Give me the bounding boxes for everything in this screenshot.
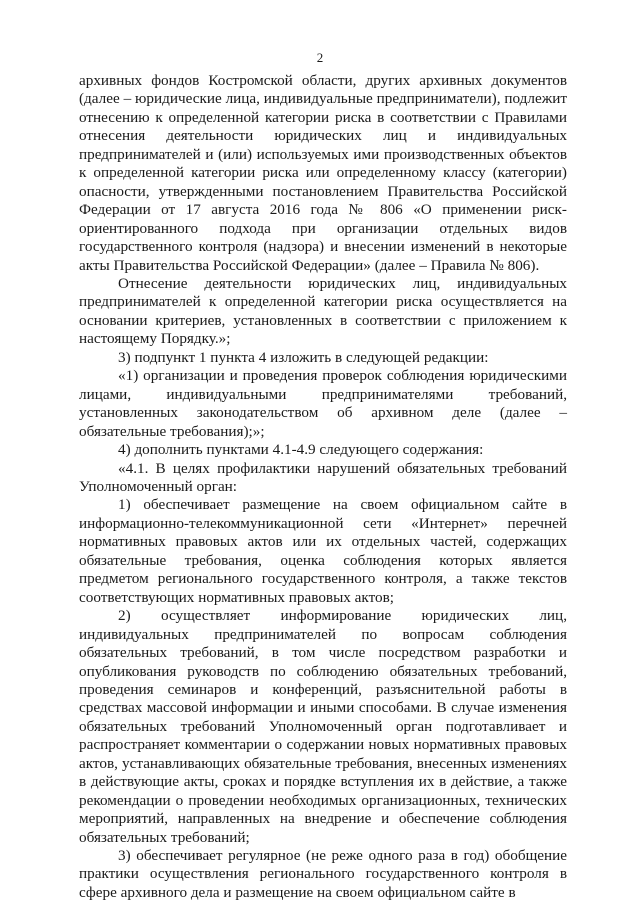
document-body [79, 72, 567, 902]
paragraph-point-4-1: «4.1. В целях профилактики нарушений обязательных требований Уполномоченный орган: [79, 459, 567, 495]
paragraph-continuation: архивных фондов Костромской области, других архивных документов (далее – юридические лица, индивидуальные предприниматели), подлежит отнесению к определенной категории риска в соответствии с Правилами отнесения деятельности юридических лиц и индивидуальных предпринимателей и (или) используемых ими производственных объектов к определенной категории риска или определенному классу (категории) опасности, утвержденными постановлением Правительства Российской Федерации от 17 августа 2016 года № 806 «О применении риск-ориентированного подхода при организации отдельных видов государственного контроля (надзора) и внесении изменений в некоторые акты Правительства Российской Федерации» (далее – Правила № 806). [79, 72, 567, 274]
paragraph-subpoint-1-text: «1) организации и проведения проверок соблюдения юридическими лицами, индивидуальными предпринимателями требований, установленных законодательством об архивном деле (далее – обязательные требования);»; [79, 367, 567, 440]
paragraph-item-3: 3) обеспечивает регулярное (не реже одного раза в год) обобщение практики осуществления регионального государственного контроля в сфере архивного дела и размещение на своем официальном сайте в [79, 847, 567, 901]
paragraph-item-2: 2) осуществляет информирование юридических лиц, индивидуальных предпринимателей по вопросам соблюдения обязательных требований, в том числе посредством разработки и опубликования руководств по соблюдению обязательных требований, проведения семинаров и конференций, разъяснительной работы в средствах массовой информации и иными способами. В случае изменения обязательных требований Уполномоченный орган подготавливает и распространяет комментарии о содержании новых нормативных правовых актов, устанавливающих обязательные требования, внесенных изменениях в действующие акты, сроках и порядке вступления их в действие, а также рекомендации о проведении необходимых организационных, технических мероприятий, направленных на внедрение и обеспечение соблюдения обязательных требований; [79, 607, 567, 846]
paragraph-amendment-3: 3) подпункт 1 пункта 4 изложить в следующей редакции: [118, 348, 489, 366]
page-number: 2 [316, 50, 324, 65]
paragraph-amendment-4: 4) дополнить пунктами 4.1-4.9 следующего содержания: [118, 441, 484, 459]
paragraph-risk-categorization: Отнесение деятельности юридических лиц, индивидуальных предпринимателей к определенной категории риска осуществляется на основании критериев, установленных в соответствии с приложением к настоящему Порядку.»; [79, 274, 567, 348]
paragraph-item-1: 1) обеспечивает размещение на своем официальном сайте в информационно-телекоммуникационной сети «Интернет» перечней нормативных правовых актов или их отдельных частей, содержащих обязательные требования, оценка соблюдения которых является предметом регионального государственного контроля, а также текстов соответствующих нормативных правовых актов; [79, 496, 567, 606]
